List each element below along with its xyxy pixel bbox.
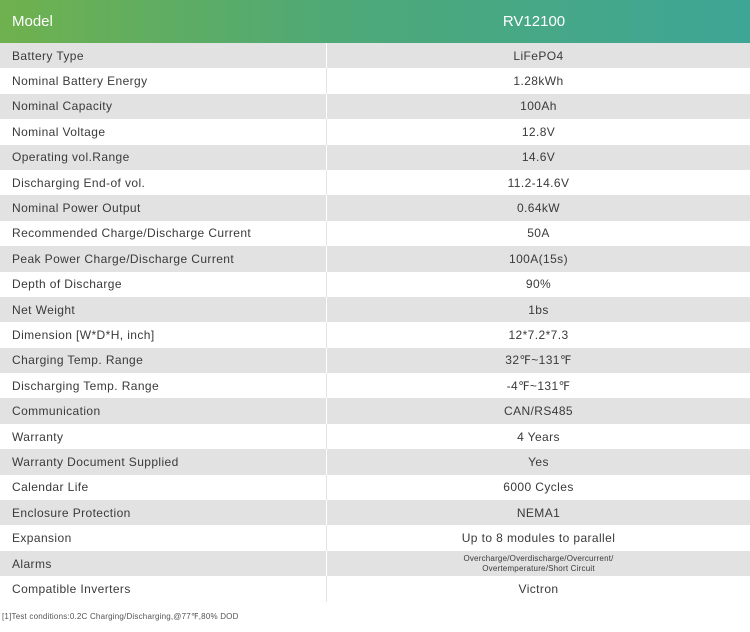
row-label: Discharging Temp. Range [0, 373, 327, 398]
row-label: Nominal Capacity [0, 94, 327, 119]
row-label: Enclosure Protection [0, 500, 327, 525]
row-value: 100Ah [520, 99, 557, 114]
row-label: Nominal Voltage [0, 119, 327, 144]
row-value: -4℉~131℉ [506, 378, 571, 393]
row-label: Operating vol.Range [0, 145, 327, 170]
row-value: 6000 Cycles [503, 480, 574, 495]
table-row [0, 297, 750, 322]
row-label: Dimension [W*D*H, inch] [0, 322, 327, 347]
row-label: Peak Power Charge/Discharge Current [0, 246, 327, 271]
table-row [0, 424, 750, 449]
row-value: Yes [528, 454, 549, 469]
table-row [0, 475, 750, 500]
table-row [0, 373, 750, 398]
row-label: Discharging End-of vol. [0, 170, 327, 195]
table-row [0, 322, 750, 347]
table-row [0, 43, 750, 68]
table-row [0, 576, 750, 601]
row-value: 100A(15s) [509, 251, 568, 266]
row-label: Warranty [0, 424, 327, 449]
table-row [0, 348, 750, 373]
table-row [0, 170, 750, 195]
table-row [0, 145, 750, 170]
row-label: Net Weight [0, 297, 327, 322]
row-value: 0.64kW [516, 201, 561, 216]
row-value: Victron [518, 581, 559, 596]
row-label: Expansion [0, 525, 327, 550]
row-label: Charging Temp. Range [0, 348, 327, 373]
row-label: Compatible Inverters [0, 576, 327, 601]
row-value: 1bs [528, 302, 549, 317]
row-label: Battery Type [0, 43, 327, 68]
row-label: Warranty Document Supplied [0, 449, 327, 474]
row-value: 4 Years [517, 429, 560, 444]
row-value: CAN/RS485 [504, 404, 573, 419]
row-label: Recommended Charge/Discharge Current [0, 221, 327, 246]
table-row [0, 398, 750, 423]
header-label: Model [12, 13, 53, 30]
row-value: 1.28kWh [513, 74, 564, 89]
table-row [0, 221, 750, 246]
table-body [0, 43, 750, 602]
table-header [0, 0, 750, 43]
table-row [0, 68, 750, 93]
table-row [0, 525, 750, 550]
row-label: Nominal Battery Energy [0, 68, 327, 93]
table-row [0, 94, 750, 119]
row-value: 12.8V [521, 124, 556, 139]
table-row [0, 500, 750, 525]
row-value: 32℉~131℉ [505, 353, 572, 368]
alarms-line-1: Overcharge/Overdischarge/Overcurrent/ [463, 554, 614, 563]
row-label: Alarms [0, 551, 327, 576]
row-value: 90% [525, 277, 552, 292]
row-value: Up to 8 modules to parallel [461, 531, 616, 546]
table-row [0, 551, 750, 576]
alarms-line-2: Overtemperature/Short Circuit [482, 563, 595, 573]
table-row [0, 119, 750, 144]
table-row [0, 449, 750, 474]
row-value: LiFePO4 [513, 48, 564, 63]
row-value: 11.2-14.6V [507, 175, 570, 190]
row-value: 50A [527, 226, 550, 241]
row-value: NEMA1 [516, 505, 561, 520]
row-value-alarms [327, 551, 750, 576]
footnote: [1]Test conditions:0.2C Charging/Discharging,@77℉,80% DOD [2, 612, 239, 621]
row-label: Calendar Life [0, 475, 327, 500]
header-model-value: RV12100 [502, 13, 566, 30]
row-value: 14.6V [521, 150, 556, 165]
table-row [0, 246, 750, 271]
table-row [0, 272, 750, 297]
row-label: Depth of Discharge [0, 272, 327, 297]
row-label: Nominal Power Output [0, 195, 327, 220]
row-label: Communication [0, 398, 327, 423]
row-value: 12*7.2*7.3 [508, 327, 569, 342]
table-row [0, 195, 750, 220]
